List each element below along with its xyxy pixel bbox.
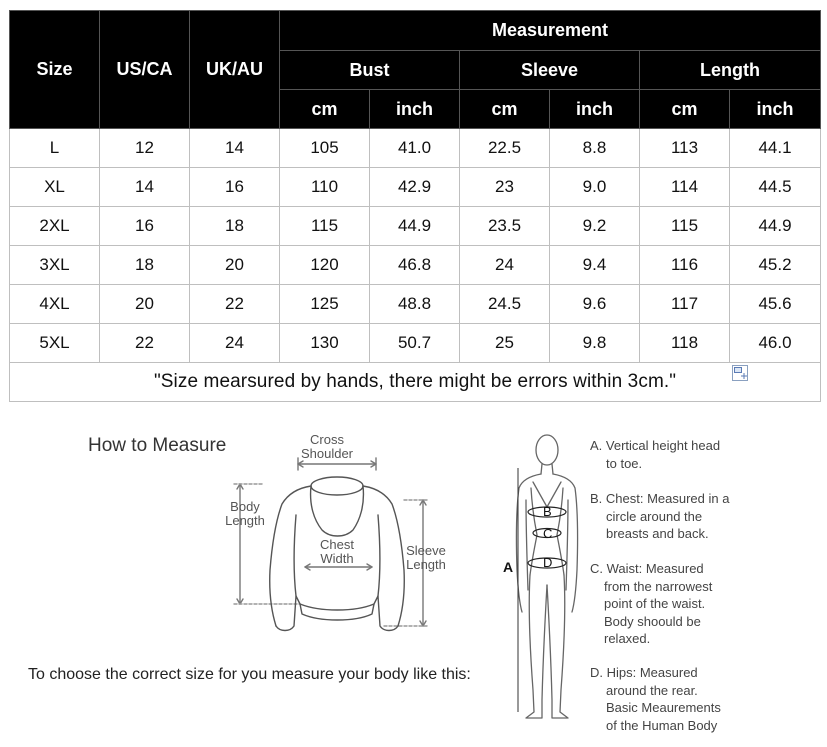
table-cell: 24 [190, 324, 280, 363]
table-cell: 113 [640, 129, 730, 168]
table-cell: 22.5 [460, 129, 550, 168]
chest-width-label [312, 538, 362, 566]
label-line: Length [225, 513, 265, 528]
size-chart-table [9, 10, 821, 402]
cross-shoulder-label [300, 433, 354, 461]
table-cell: XL [10, 168, 100, 207]
legend-line: C. Waist: Measured [590, 561, 704, 576]
legend-line: Body shoould be [604, 613, 701, 629]
label-line: Shoulder [300, 446, 354, 461]
table-cell: 8.8 [550, 129, 640, 168]
table-cell: 118 [640, 324, 730, 363]
how-to-measure-title: How to Measure [88, 435, 227, 456]
header-sleeve-inch: inch [550, 90, 640, 129]
table-cell: 45.2 [730, 246, 821, 285]
table-cell: 5XL [10, 324, 100, 363]
table-cell: 9.6 [550, 285, 640, 324]
header-uk-au: UK/AU [190, 11, 280, 129]
legend-line: D. Hips: Measured [590, 665, 698, 680]
legend-line: to toe. [606, 455, 643, 471]
table-cell: 114 [640, 168, 730, 207]
legend-line: around the rear. [606, 682, 698, 698]
legend-line: B. Chest: Measured in a [590, 491, 730, 506]
table-cell: 44.9 [370, 207, 460, 246]
table-cell: 22 [190, 285, 280, 324]
table-cell: 44.9 [730, 207, 821, 246]
legend-waist [590, 560, 712, 648]
measurement-note: "Size mearsured by hands, there might be errors within 3cm." [10, 363, 821, 402]
marker-c: C [543, 526, 553, 541]
header-bust-cm: cm [280, 90, 370, 129]
legend-line: circle around the [606, 508, 703, 524]
legend-hips [590, 664, 721, 734]
legend-chest [590, 490, 729, 543]
table-cell: 125 [280, 285, 370, 324]
table-row [10, 168, 821, 207]
table-row [10, 324, 821, 363]
table-row [10, 129, 821, 168]
table-cell: 48.8 [370, 285, 460, 324]
table-cell: 16 [100, 207, 190, 246]
header-length-cm: cm [640, 90, 730, 129]
table-cell: 14 [100, 168, 190, 207]
table-cell: 9.0 [550, 168, 640, 207]
table-row [10, 246, 821, 285]
table-cell: 105 [280, 129, 370, 168]
table-cell: 46.0 [730, 324, 821, 363]
legend-line: from the narrowest [604, 578, 713, 594]
table-cell: 117 [640, 285, 730, 324]
header-us-ca: US/CA [100, 11, 190, 129]
table-cell: 110 [280, 168, 370, 207]
header-measurement: Measurement [280, 11, 821, 51]
table-cell: 42.9 [370, 168, 460, 207]
table-cell: 22 [100, 324, 190, 363]
table-cell: 20 [100, 285, 190, 324]
table-cell: 9.4 [550, 246, 640, 285]
table-cell: 23 [460, 168, 550, 207]
header-size: Size [10, 11, 100, 129]
table-cell: 44.1 [730, 129, 821, 168]
table-cell: 120 [280, 246, 370, 285]
legend-line: A. Vertical height head [590, 438, 721, 453]
legend-line: relaxed. [604, 631, 651, 646]
table-cell: 25 [460, 324, 550, 363]
table-cell: 4XL [10, 285, 100, 324]
table-cell: 24 [460, 246, 550, 285]
table-cell: 3XL [10, 246, 100, 285]
marker-d: D [543, 555, 553, 570]
label-line: Body [230, 499, 260, 514]
header-bust: Bust [280, 51, 460, 90]
table-cell: 9.8 [550, 324, 640, 363]
table-cell: 116 [640, 246, 730, 285]
table-cell: 115 [280, 207, 370, 246]
table-cell: 130 [280, 324, 370, 363]
choose-size-instructions: To choose the correct size for you measure your body like this: [28, 666, 471, 683]
table-cell: 24.5 [460, 285, 550, 324]
label-line: Width [320, 551, 354, 566]
table-cell: 9.2 [550, 207, 640, 246]
table-row [10, 285, 821, 324]
marker-b: B [543, 504, 552, 519]
legend-line: breasts and back. [606, 526, 709, 541]
table-cell: 115 [640, 207, 730, 246]
label-line: Sleeve [406, 543, 446, 558]
sleeve-length-label [401, 544, 451, 572]
legend-line: of the Human Body [606, 717, 718, 733]
label-line: Chest [320, 537, 354, 552]
marker-a: A [503, 559, 514, 575]
table-row [10, 207, 821, 246]
table-cell: 23.5 [460, 207, 550, 246]
table-cell: 44.5 [730, 168, 821, 207]
table-cell: 46.8 [370, 246, 460, 285]
table-cell: 16 [190, 168, 280, 207]
table-cell: 14 [190, 129, 280, 168]
table-cell: 2XL [10, 207, 100, 246]
table-cell: 45.6 [730, 285, 821, 324]
table-cell: 18 [100, 246, 190, 285]
header-sleeve-cm: cm [460, 90, 550, 129]
header-length: Length [640, 51, 821, 90]
header-length-inch: inch [730, 90, 821, 129]
header-sleeve: Sleeve [460, 51, 640, 90]
label-line: Length [406, 557, 446, 572]
legend-line: Basic Meaurements [606, 700, 721, 715]
table-cell: 41.0 [370, 129, 460, 168]
table-cell: L [10, 129, 100, 168]
table-anchor-icon[interactable] [732, 365, 748, 381]
table-cell: 18 [190, 207, 280, 246]
note-row [10, 363, 821, 402]
legend-line: point of the waist. [604, 596, 706, 611]
table-cell: 12 [100, 129, 190, 168]
label-line: Cross [310, 432, 344, 447]
table-cell: 20 [190, 246, 280, 285]
table-cell: 50.7 [370, 324, 460, 363]
header-bust-inch: inch [370, 90, 460, 129]
body-length-label [222, 500, 268, 528]
legend-vertical-height [590, 437, 720, 472]
